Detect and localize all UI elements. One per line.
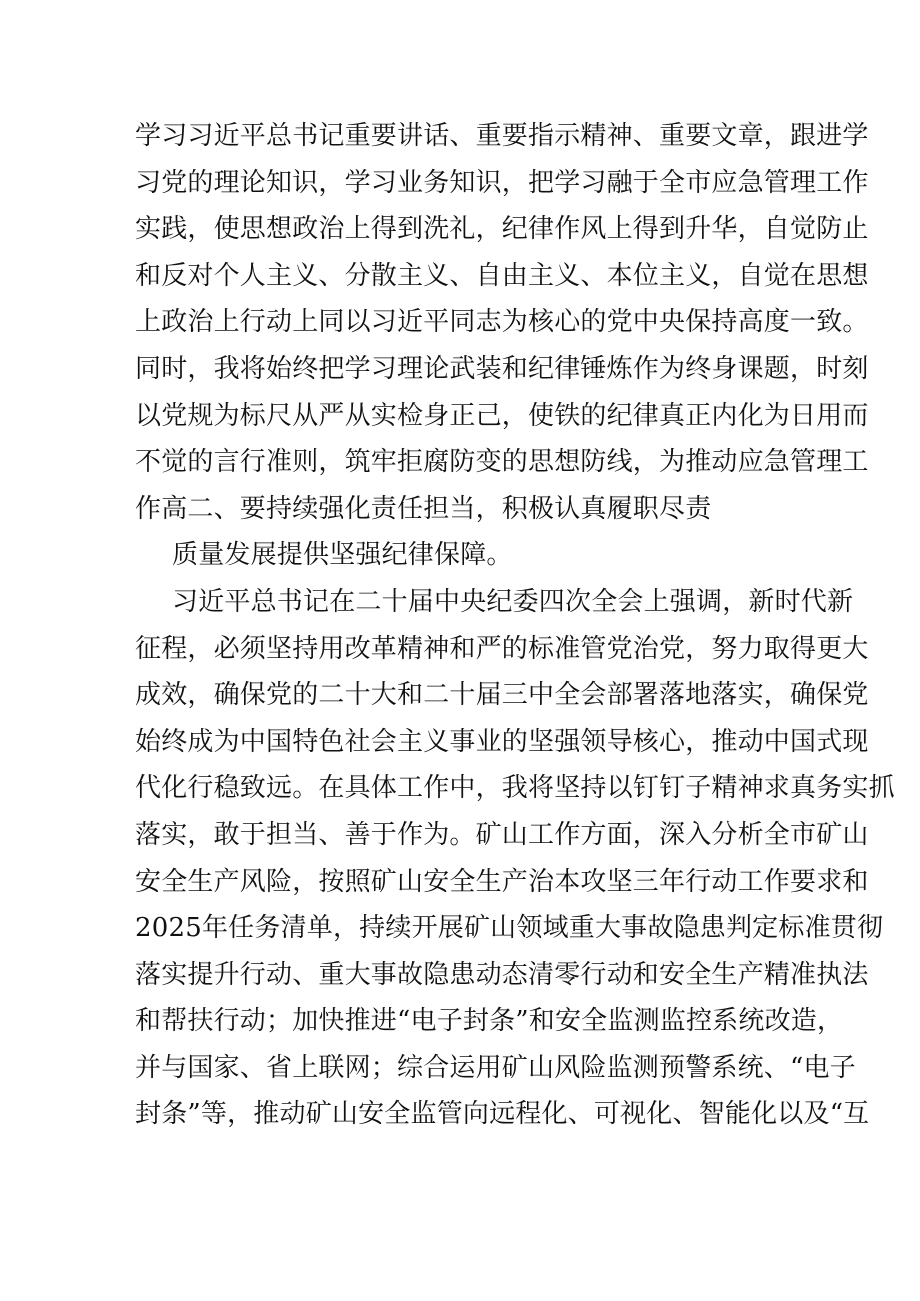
text-line: 学习习近平总书记重要讲话、重要指示精神、重要文章，跟进学 xyxy=(135,121,869,151)
text-line: 以党规为标尺从严从实检身正己，使铁的纪律真正内化为日用而 xyxy=(135,400,869,431)
text-line: 上政治上行动上同以习近平同志为核心的党中央保持高度一致。 xyxy=(135,307,869,338)
text-line: 代化行稳致远。在具体工作中，我将坚持以钉钉子精神求真务实抓 xyxy=(135,773,895,804)
text-line: 质量发展提供坚强纪律保障。 xyxy=(172,540,513,571)
text-line: 同时，我将始终把学习理论武装和纪律锤炼作为终身课题，时刻 xyxy=(135,353,869,384)
text-line: 并与国家、省上联网；综合运用矿山风险监测预警系统、“电子 xyxy=(135,1052,856,1083)
text-line: 和帮扶行动；加快推进“电子封条”和安全监测监控系统改造， xyxy=(135,1006,844,1037)
paragraph-1 xyxy=(135,113,869,532)
text-line: 封条”等，推动矿山安全监管向远程化、可视化、智能化以及“互 xyxy=(135,1099,870,1130)
text-line: 征程，必须坚持用改革精神和严的标准管党治党，努力取得更大 xyxy=(135,633,869,664)
text-line: 习党的理论知识，学习业务知识，把学习融于全市应急管理工作 xyxy=(135,167,869,198)
document-body xyxy=(135,113,895,1138)
text-line: 落实，敢于担当、善于作为。矿山工作方面，深入分析全市矿山 xyxy=(135,819,869,850)
text-line: 不觉的言行准则，筑牢拒腐防变的思想防线，为推动应急管理工 xyxy=(135,447,869,478)
text-line: 实践，使思想政治上得到洗礼，纪律作风上得到升华，自觉防止 xyxy=(135,214,869,245)
text-line: 作高二、要持续强化责任担当，积极认真履职尽责 xyxy=(135,493,712,524)
text-line: 2025年任务清单，持续开展矿山领域重大事故隐患判定标准贯彻 xyxy=(135,913,884,944)
text-line: 安全生产风险，按照矿山安全生产治本攻坚三年行动工作要求和 xyxy=(135,866,869,897)
paragraph-2 xyxy=(135,532,790,579)
text-line: 和反对个人主义、分散主义、自由主义、本位主义，自觉在思想 xyxy=(135,260,869,291)
text-line: 落实提升行动、重大事故隐患动态清零行动和安全生产精准执法 xyxy=(135,959,869,990)
text-line: 始终成为中国特色社会主义事业的坚强领导核心，推动中国式现 xyxy=(135,726,869,757)
text-line: 习近平总书记在二十届中央纪委四次全会上强调，新时代新 xyxy=(172,586,854,617)
text-line: 成效，确保党的二十大和二十届三中全会部署落地落实，确保党 xyxy=(135,680,869,711)
paragraph-3 xyxy=(135,579,895,1138)
